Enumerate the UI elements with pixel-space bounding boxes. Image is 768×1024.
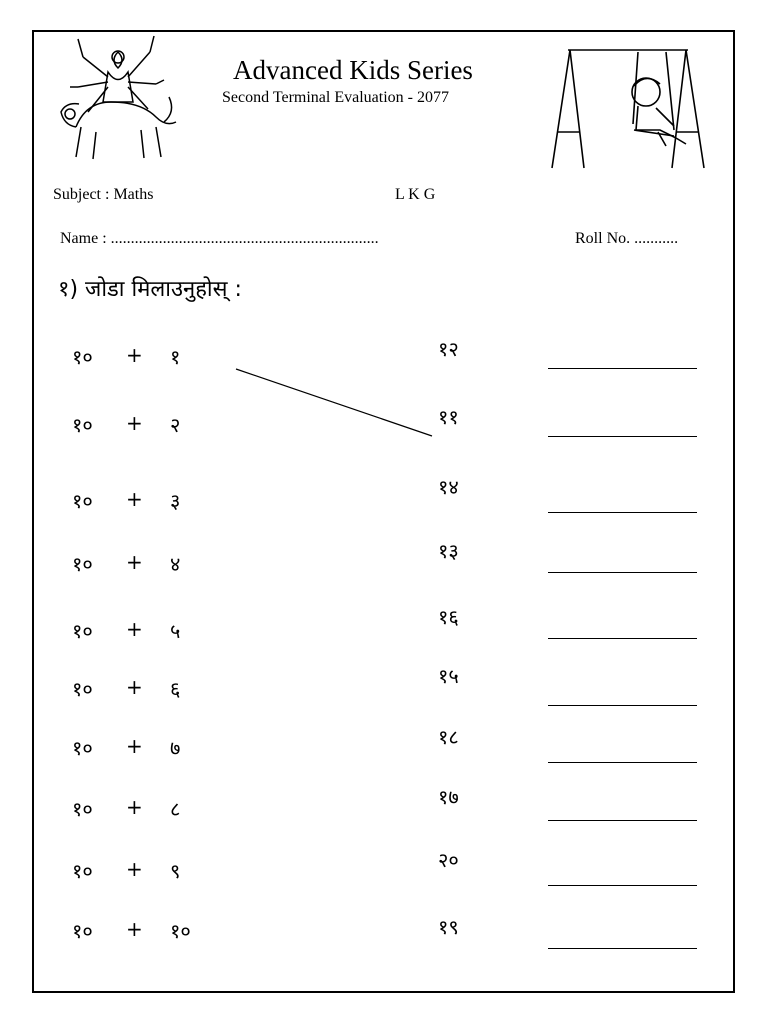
plus-sign: +	[126, 343, 143, 367]
answer-blank-line[interactable]	[548, 705, 697, 706]
answer-blank-line[interactable]	[548, 762, 697, 763]
answer-option: १६	[438, 605, 459, 629]
addend-left: १०	[72, 736, 93, 760]
worksheet-subtitle: Second Terminal Evaluation - 2077	[222, 89, 449, 106]
addend-left: १०	[72, 677, 93, 701]
answer-blank-line[interactable]	[548, 436, 697, 437]
answer-option: १३	[438, 539, 459, 563]
class-label: L K G	[395, 186, 436, 203]
plus-sign: +	[126, 411, 143, 435]
addend-right: ३	[170, 489, 181, 513]
plus-sign: +	[126, 487, 143, 511]
answer-blank-line[interactable]	[548, 512, 697, 513]
addend-left: १०	[72, 345, 93, 369]
answer-blank-line[interactable]	[548, 368, 697, 369]
plus-sign: +	[126, 857, 143, 881]
addend-left: १०	[72, 797, 93, 821]
plus-sign: +	[126, 795, 143, 819]
addend-right: ८	[170, 797, 181, 821]
subject-label: Subject : Maths	[53, 186, 154, 203]
addend-left: १०	[72, 413, 93, 437]
answer-option: २०	[438, 848, 459, 872]
addend-left: १०	[72, 489, 93, 513]
name-field: Name : ...................................................................	[60, 230, 379, 247]
addend-right: २	[170, 413, 181, 437]
worksheet-title: Advanced Kids Series	[233, 55, 473, 85]
addend-right: १०	[170, 919, 191, 943]
addend-left: १०	[72, 859, 93, 883]
addend-left: १०	[72, 619, 93, 643]
answer-blank-line[interactable]	[548, 948, 697, 949]
answer-option: १९	[438, 915, 459, 939]
addend-right: ४	[170, 552, 181, 576]
plus-sign: +	[126, 917, 143, 941]
addend-right: ७	[170, 736, 181, 760]
plus-sign: +	[126, 550, 143, 574]
roll-number-field: Roll No. ...........	[575, 230, 679, 247]
addend-left: १०	[72, 919, 93, 943]
addend-right: ९	[170, 859, 181, 883]
answer-option: १४	[438, 475, 459, 499]
plus-sign: +	[126, 734, 143, 758]
addend-left: १०	[72, 552, 93, 576]
answer-option: १५	[438, 664, 459, 688]
plus-sign: +	[126, 675, 143, 699]
addend-right: ५	[170, 619, 181, 643]
answer-blank-line[interactable]	[548, 638, 697, 639]
answer-blank-line[interactable]	[548, 820, 697, 821]
answer-blank-line[interactable]	[548, 572, 697, 573]
plus-sign: +	[126, 617, 143, 641]
addend-right: १	[170, 345, 181, 369]
question-heading: १) जोडा मिलाउनुहोस् :	[58, 277, 242, 302]
addend-right: ६	[170, 677, 181, 701]
answer-option: १७	[438, 785, 459, 809]
answer-blank-line[interactable]	[548, 885, 697, 886]
answer-option: १८	[438, 725, 459, 749]
answer-option: १२	[438, 337, 459, 361]
answer-option: ११	[438, 405, 459, 429]
